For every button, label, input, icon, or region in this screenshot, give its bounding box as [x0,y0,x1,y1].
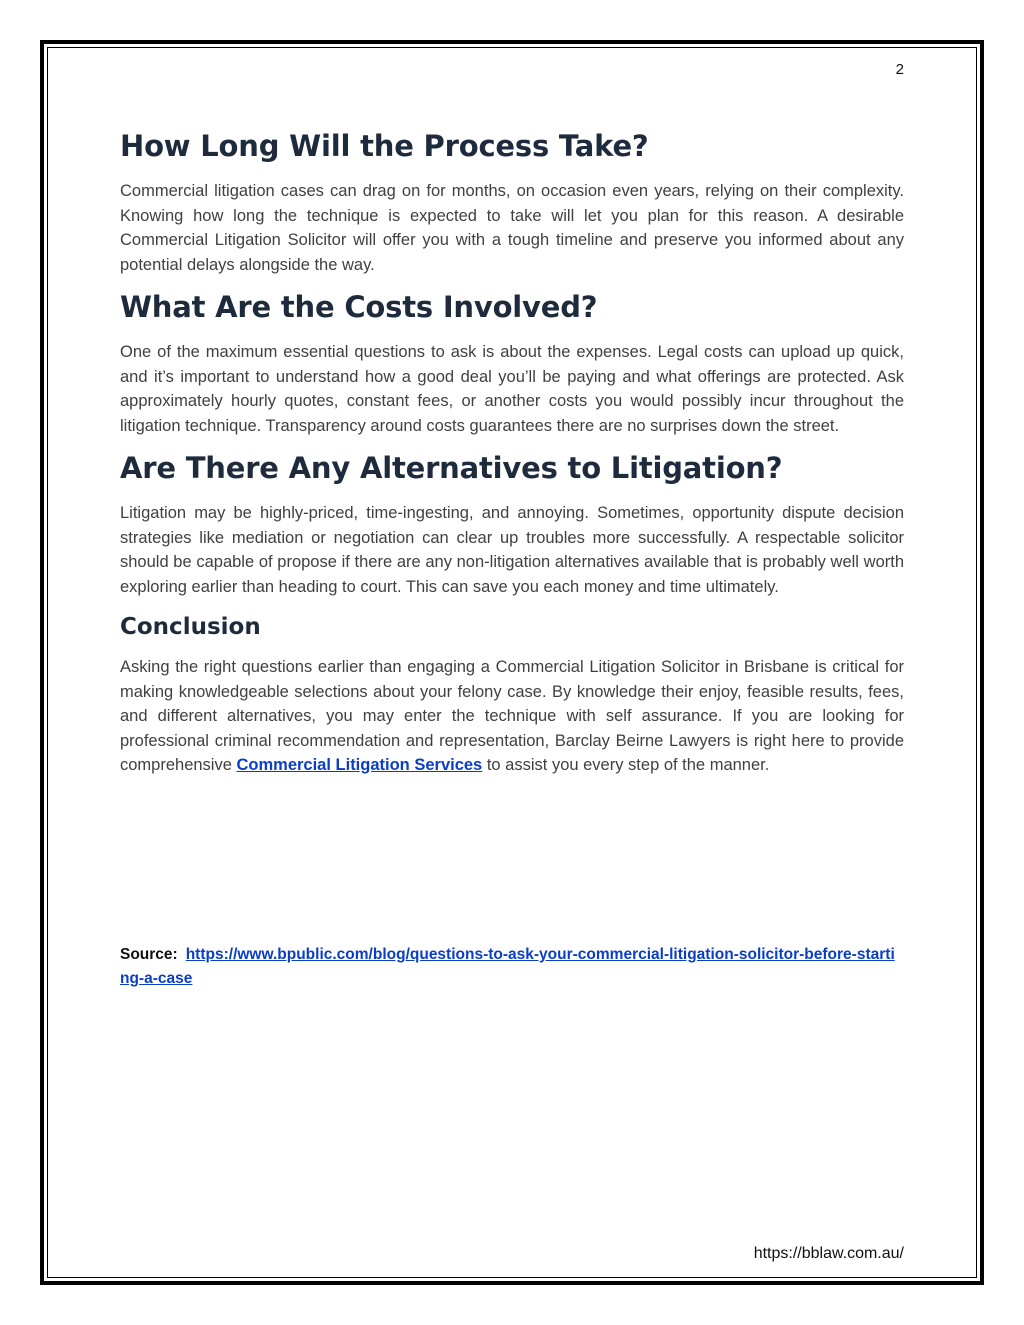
conclusion-text-after-link: to assist you every step of the manner. [482,756,770,774]
section-body-costs: One of the maximum essential questions to ask is about the expenses. Legal costs can upload up quick, and it’s important to understand how a good deal you’ll be paying and what offerings are protected. Ask approximately hourly quotes, constant fees, or another costs you would possibly incur throughout the litigation technique. Transparency around costs guarantees there are no surprises down the street. [120,343,904,435]
section-heading-process-time: How Long Will the Process Take? [120,129,649,163]
conclusion-text-before-link: Asking the right questions earlier than engaging a Commercial Litigation Solicitor in Brisbane is critical for making knowledgeable selections about your felony case. By knowledge their enjoy, feasible results, fees, and different alternatives, you may enter the technique with self assurance. If you are looking for professional criminal recommendation and representation, Barclay Beirne Lawyers is right here to provide comprehensive [120,658,904,774]
conclusion-body [120,655,904,778]
section-heading-alternatives: Are There Any Alternatives to Litigation? [120,451,783,485]
footer-url: https://bblaw.com.au/ [753,1245,904,1262]
section-heading-costs: What Are the Costs Involved? [120,290,598,324]
source-label: Source: [120,946,178,963]
section-body-process-time: Commercial litigation cases can drag on for months, on occasion even years, relying on their complexity. Knowing how long the technique is expected to take will let you plan for this reason. A desirable Commercial Litigation Solicitor will offer you with a tough timeline and preserve you informed about any potential delays alongside the way. [120,182,904,274]
commercial-litigation-services-link[interactable]: Commercial Litigation Services [236,756,483,774]
source-line [120,943,904,991]
source-url-link[interactable]: https://www.bpublic.com/blog/questions-to-ask-your-commercial-litigation-solicitor-before-starting-a-case [120,946,895,987]
document-body [120,122,904,778]
page-number: 2 [895,61,904,78]
conclusion-heading: Conclusion [120,614,261,640]
section-body-alternatives: Litigation may be highly-priced, time-ingesting, and annoying. Sometimes, opportunity dispute decision strategies like mediation or negotiation can clear up troubles more successfully. A respectable solicitor should be capable of propose if there are any non-litigation alternatives available that is probably well worth exploring earlier than heading to court. This can save you each money and time ultimately. [120,504,904,596]
